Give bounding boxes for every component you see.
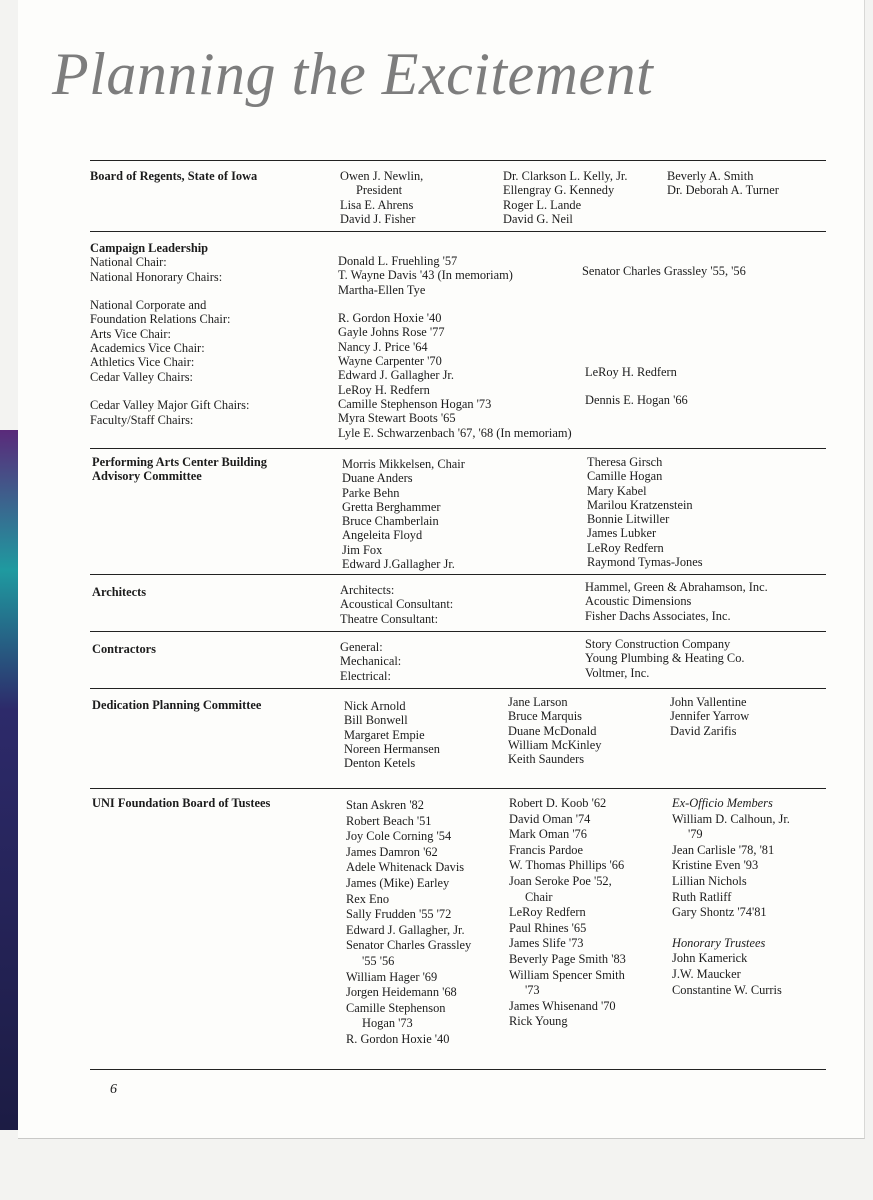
name-column [667,169,779,198]
name: Camille Hogan [587,469,663,484]
name: Robert Beach '51 [346,813,432,828]
name: David Oman '74 [509,811,591,826]
name: Story Construction Company [585,637,731,651]
role-label: National Chair: [90,255,167,270]
name: William Spencer Smith [509,967,625,982]
name: Senator Charles Grassley '55, '56 [582,264,746,278]
name-column [503,169,627,226]
name: Morris Mikkelsen, Chair [342,457,465,471]
name: T. Wayne Davis '43 (In memoriam) [338,268,513,283]
name: Marilou Kratzenstein [587,497,693,512]
name: Mary Kabel [587,483,647,498]
name: Hogan '73 [362,1016,413,1031]
role-label: Foundation Relations Chair: [90,312,231,327]
name: William D. Calhoun, Jr. [672,811,790,826]
name: Senator Charles Grassley [346,938,472,953]
name: Young Plumbing & Heating Co. [585,651,745,666]
name: James Whisenand '70 [509,998,616,1013]
name-column [346,798,471,1048]
name: Adele Whitenack Davis [346,860,465,875]
name: Martha-Ellen Tye [338,282,426,297]
role-label: National Corporate and [90,298,207,313]
section-heading: Dedication Planning Committee [92,698,262,712]
role-label: Faculty/Staff Chairs: [90,412,194,427]
subheading: Honorary Trustees [672,935,766,950]
name: Duane McDonald [508,723,597,738]
section-rule [90,160,826,161]
name-column [587,455,703,569]
role-label: Cedar Valley Major Gift Chairs: [90,398,250,413]
section-rule [90,574,826,575]
name: Jean Carlisle '78, '81 [672,842,775,857]
role-label: Acoustical Consultant: [340,597,454,612]
name: James Damron '62 [346,844,438,859]
name: Parke Behn [342,485,400,500]
name: Joy Cole Corning '54 [346,829,452,844]
name: James Slife '73 [509,936,584,951]
name: Dennis E. Hogan '66 [585,393,688,407]
name: Gretta Berghammer [342,499,441,514]
name: Francis Pardoe [509,842,583,857]
name: Paul Rhines '65 [509,920,587,935]
name: Rex Eno [346,891,390,906]
section-rule [90,631,826,632]
name: Rick Young [509,1014,568,1029]
name: LeRoy Redfern [509,905,586,920]
subheading: Ex-Officio Members [672,796,773,810]
document-page [18,0,865,1139]
name: Roger L. Lande [503,197,582,212]
page-title: Planning the Excitement [52,41,654,107]
name: Voltmer, Inc. [585,665,650,680]
name: Duane Anders [342,471,413,486]
name: David J. Fisher [340,211,416,226]
page-number: 6 [110,1082,117,1097]
heading-line: Performing Arts Center Building [92,455,267,469]
name: LeRoy H. Redfern [338,382,430,397]
name-column [670,695,749,738]
name: J.W. Maucker [672,966,741,981]
role-label: Academics Vice Chair: [90,341,205,356]
name: James (Mike) Earley [346,875,450,890]
name: Fisher Dachs Associates, Inc. [585,608,731,623]
role-column [340,583,453,626]
name: Bonnie Litwiller [587,512,670,527]
heading-line: Advisory Committee [92,469,202,484]
role-label: National Honorary Chairs: [90,269,223,284]
name: Ruth Ratliff [672,889,732,904]
name: Chair [525,889,553,904]
role-label: Electrical: [340,668,391,683]
role-label: Arts Vice Chair: [90,326,171,341]
name: Edward J. Gallagher, Jr. [346,922,465,937]
name: Camille Stephenson Hogan '73 [338,396,492,411]
name-column [585,637,745,680]
name-column [338,254,572,440]
name: Joan Seroke Poe '52, [509,873,612,888]
name: Margaret Empie [344,727,425,742]
section-rule [90,688,826,689]
name: R. Gordon Hoxie '40 [338,311,442,326]
section-heading: Architects [92,585,147,599]
name: Raymond Tymas-Jones [587,555,703,570]
role-label: Cedar Valley Chairs: [90,369,194,384]
section-heading [92,455,267,484]
name: Kristine Even '93 [672,858,759,873]
name: Hammel, Green & Abrahamson, Inc. [585,580,768,594]
name: Edward J. Gallagher Jr. [338,368,454,383]
name: Denton Ketels [344,756,416,771]
name: Jorgen Heidemann '68 [346,985,457,1000]
name: Gary Shontz '74'81 [672,905,767,920]
name: Angeleita Floyd [342,528,423,543]
name: Bruce Chamberlain [342,514,439,529]
name: W. Thomas Phillips '66 [509,858,625,873]
section-heading: Board of Regents, State of Iowa [90,169,258,183]
name: Owen J. Newlin, [340,169,424,183]
name: Jennifer Yarrow [670,709,750,724]
name: R. Gordon Hoxie '40 [346,1031,450,1046]
name-column [342,457,465,571]
name: Noreen Hermansen [344,741,440,756]
name: Camille Stephenson [346,1000,446,1015]
name: LeRoy Redfern [587,540,664,555]
role-label: General: [340,640,383,654]
name-column [340,169,423,226]
name: '73 [525,983,540,998]
name: Beverly Page Smith '83 [509,951,626,966]
name: Myra Stewart Boots '65 [338,411,456,426]
section-rule [90,788,826,789]
name: Donald L. Fruehling '57 [338,254,458,268]
name: Bill Bonwell [344,713,408,728]
name-column [344,699,440,770]
name: Gayle Johns Rose '77 [338,325,445,340]
section-rule [90,448,826,449]
name: Keith Saunders [508,752,585,767]
name: David G. Neil [503,211,573,226]
footer-rule [90,1069,826,1070]
name: Lisa E. Ahrens [340,197,414,212]
section-heading: Contractors [92,642,156,656]
role-label: Architects: [340,583,395,597]
name: Beverly A. Smith [667,169,754,183]
name: Lillian Nichols [672,873,747,888]
name: Theresa Girsch [587,455,663,469]
name: Stan Askren '82 [346,798,424,812]
name: '55 '56 [362,953,395,968]
section-rule [90,231,826,232]
name: William McKinley [508,737,602,752]
name: Dr. Deborah A. Turner [667,183,779,198]
name: Jim Fox [342,542,383,557]
role-label: Athletics Vice Chair: [90,355,195,370]
name: Constantine W. Curris [672,982,782,997]
name: Acoustic Dimensions [585,594,692,609]
name: Sally Frudden '55 '72 [346,907,452,922]
name: Nick Arnold [344,699,406,713]
name: Dr. Clarkson L. Kelly, Jr. [503,169,628,183]
name: James Lubker [587,526,657,541]
name: Edward J.Gallagher Jr. [342,557,455,572]
name: Wayne Carpenter '70 [338,354,442,369]
name-column [585,580,768,623]
name: '79 [688,827,703,842]
name: David Zarifis [670,723,737,738]
name: LeRoy H. Redfern [585,365,677,379]
section-heading: Campaign Leadership [90,241,209,255]
name: John Vallentine [670,695,747,709]
role-column [340,640,401,683]
name: Bruce Marquis [508,709,582,724]
name: President [356,183,403,198]
name: Robert D. Koob '62 [509,796,607,810]
role-label: Mechanical: [340,654,402,669]
name: Mark Oman '76 [509,827,587,842]
name-column [509,796,626,1030]
role-label: Theatre Consultant: [340,611,439,626]
role-column [90,241,249,427]
name: Lyle E. Schwarzenbach '67, '68 (In memoriam) [338,425,572,440]
binding-strip [0,430,18,1130]
name: William Hager '69 [346,969,438,984]
name-column [508,695,601,766]
name-column [672,796,790,998]
name: John Kamerick [672,951,748,966]
name: Ellengray G. Kennedy [503,183,615,198]
section-heading: UNI Foundation Board of Tustees [92,796,271,810]
name: Jane Larson [508,695,568,709]
name: Nancy J. Price '64 [338,339,428,354]
